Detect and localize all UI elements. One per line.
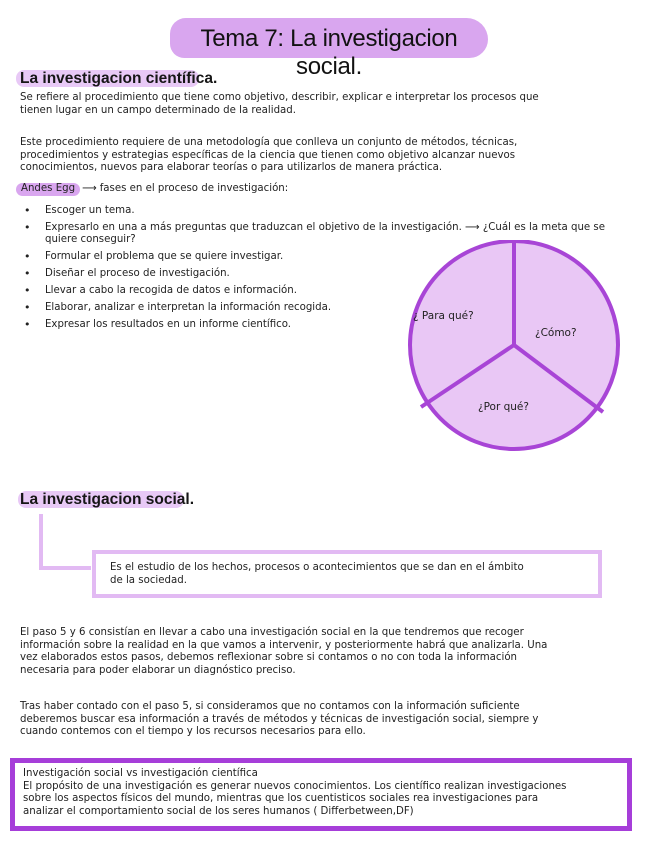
step-item: • Llevar a cabo la recogida de datos e información. <box>20 285 640 297</box>
questions-pie <box>405 240 645 480</box>
pie-label-por-que: ¿Por qué? <box>478 401 529 413</box>
comparison-box <box>10 758 632 831</box>
section-heading-cientifica: La investigacion científica. <box>20 70 218 87</box>
comparison-title: Investigación social vs investigación científica <box>23 768 258 779</box>
pie-label-como: ¿Cómo? <box>535 327 577 339</box>
comparison-text: El propósito de una investigación es generar nuevos conocimientos. Los científico realizan investigaciones sobre los aspectos físicos del mundo, mientras que los cuentisticos sociales rea investigaciones para analizar el comportamiento social de los seres humanos ( Differbetween,DF) <box>23 780 567 817</box>
page-title: Tema 7: La investigacion social. <box>200 25 458 80</box>
author-highlight: Andes Egg <box>16 183 80 196</box>
definition-paragraph: Se refiere al procedimiento que tiene como objetivo, describir, explicar e interpretar los procesos que tienen lugar en un campo determinado de la realidad. <box>20 92 539 116</box>
step-item: • Elaborar, analizar e interpretan la información recogida. <box>20 302 640 314</box>
step-item: • Diseñar el proceso de investigación. <box>20 268 640 280</box>
step-item: • Formular el problema que se quiere investigar. <box>20 251 640 263</box>
step-item: • Expresar los resultados en un informe científico. <box>20 319 640 331</box>
pie-label-para-que: ¿ Para qué? <box>413 310 474 322</box>
step-5-paragraph: Tras haber contado con el paso 5, si consideramos que no contamos con la información suficiente deberemos buscar esa información a través de métodos y técnicas de investigación social, siempre y cuando contemos con el tiempo y los recursos necesarios para ello. <box>20 701 539 738</box>
title-banner <box>170 12 488 80</box>
definition-box: Es el estudio de los hechos, procesos o acontecimientos que se dan en el ámbito de la sociedad. <box>92 550 602 598</box>
fases-line: Andes Egg ⟶ fases en el proceso de investigación: <box>16 183 616 196</box>
connector-line <box>35 514 95 574</box>
section-heading-social: La investigacion social. <box>20 491 195 508</box>
step-item: • Escoger un tema. <box>20 205 640 217</box>
methodology-paragraph: Este procedimiento requiere de una metodología que conlleva un conjunto de métodos, técnicas, procedimientos y estrategias específicas de la ciencia que tienen como objetivo alcanzar nuevos conocimientos, nuevos para elaborar teorías o para utilizarlos de manera práctica. <box>20 137 518 174</box>
arrow-icon: ⟶ <box>82 183 97 194</box>
step-item: • Expresarlo en una a más preguntas que traduzcan el objetivo de la investigación. ⟶ ¿Cuál es la meta que se quiere conseguir? <box>20 222 640 247</box>
steps-5-6-paragraph: El paso 5 y 6 consistían en llevar a cabo una investigación social en la que tendremos que recoger información sobre la realidad en la que vamos a intervenir, y posteriormente habrá que analizarla. Una vez elaborados estos pasos, debemos reflexionar sobre si contamos o no con toda la información necesaria para poder elaborar un diagnóstico preciso. <box>20 627 548 676</box>
